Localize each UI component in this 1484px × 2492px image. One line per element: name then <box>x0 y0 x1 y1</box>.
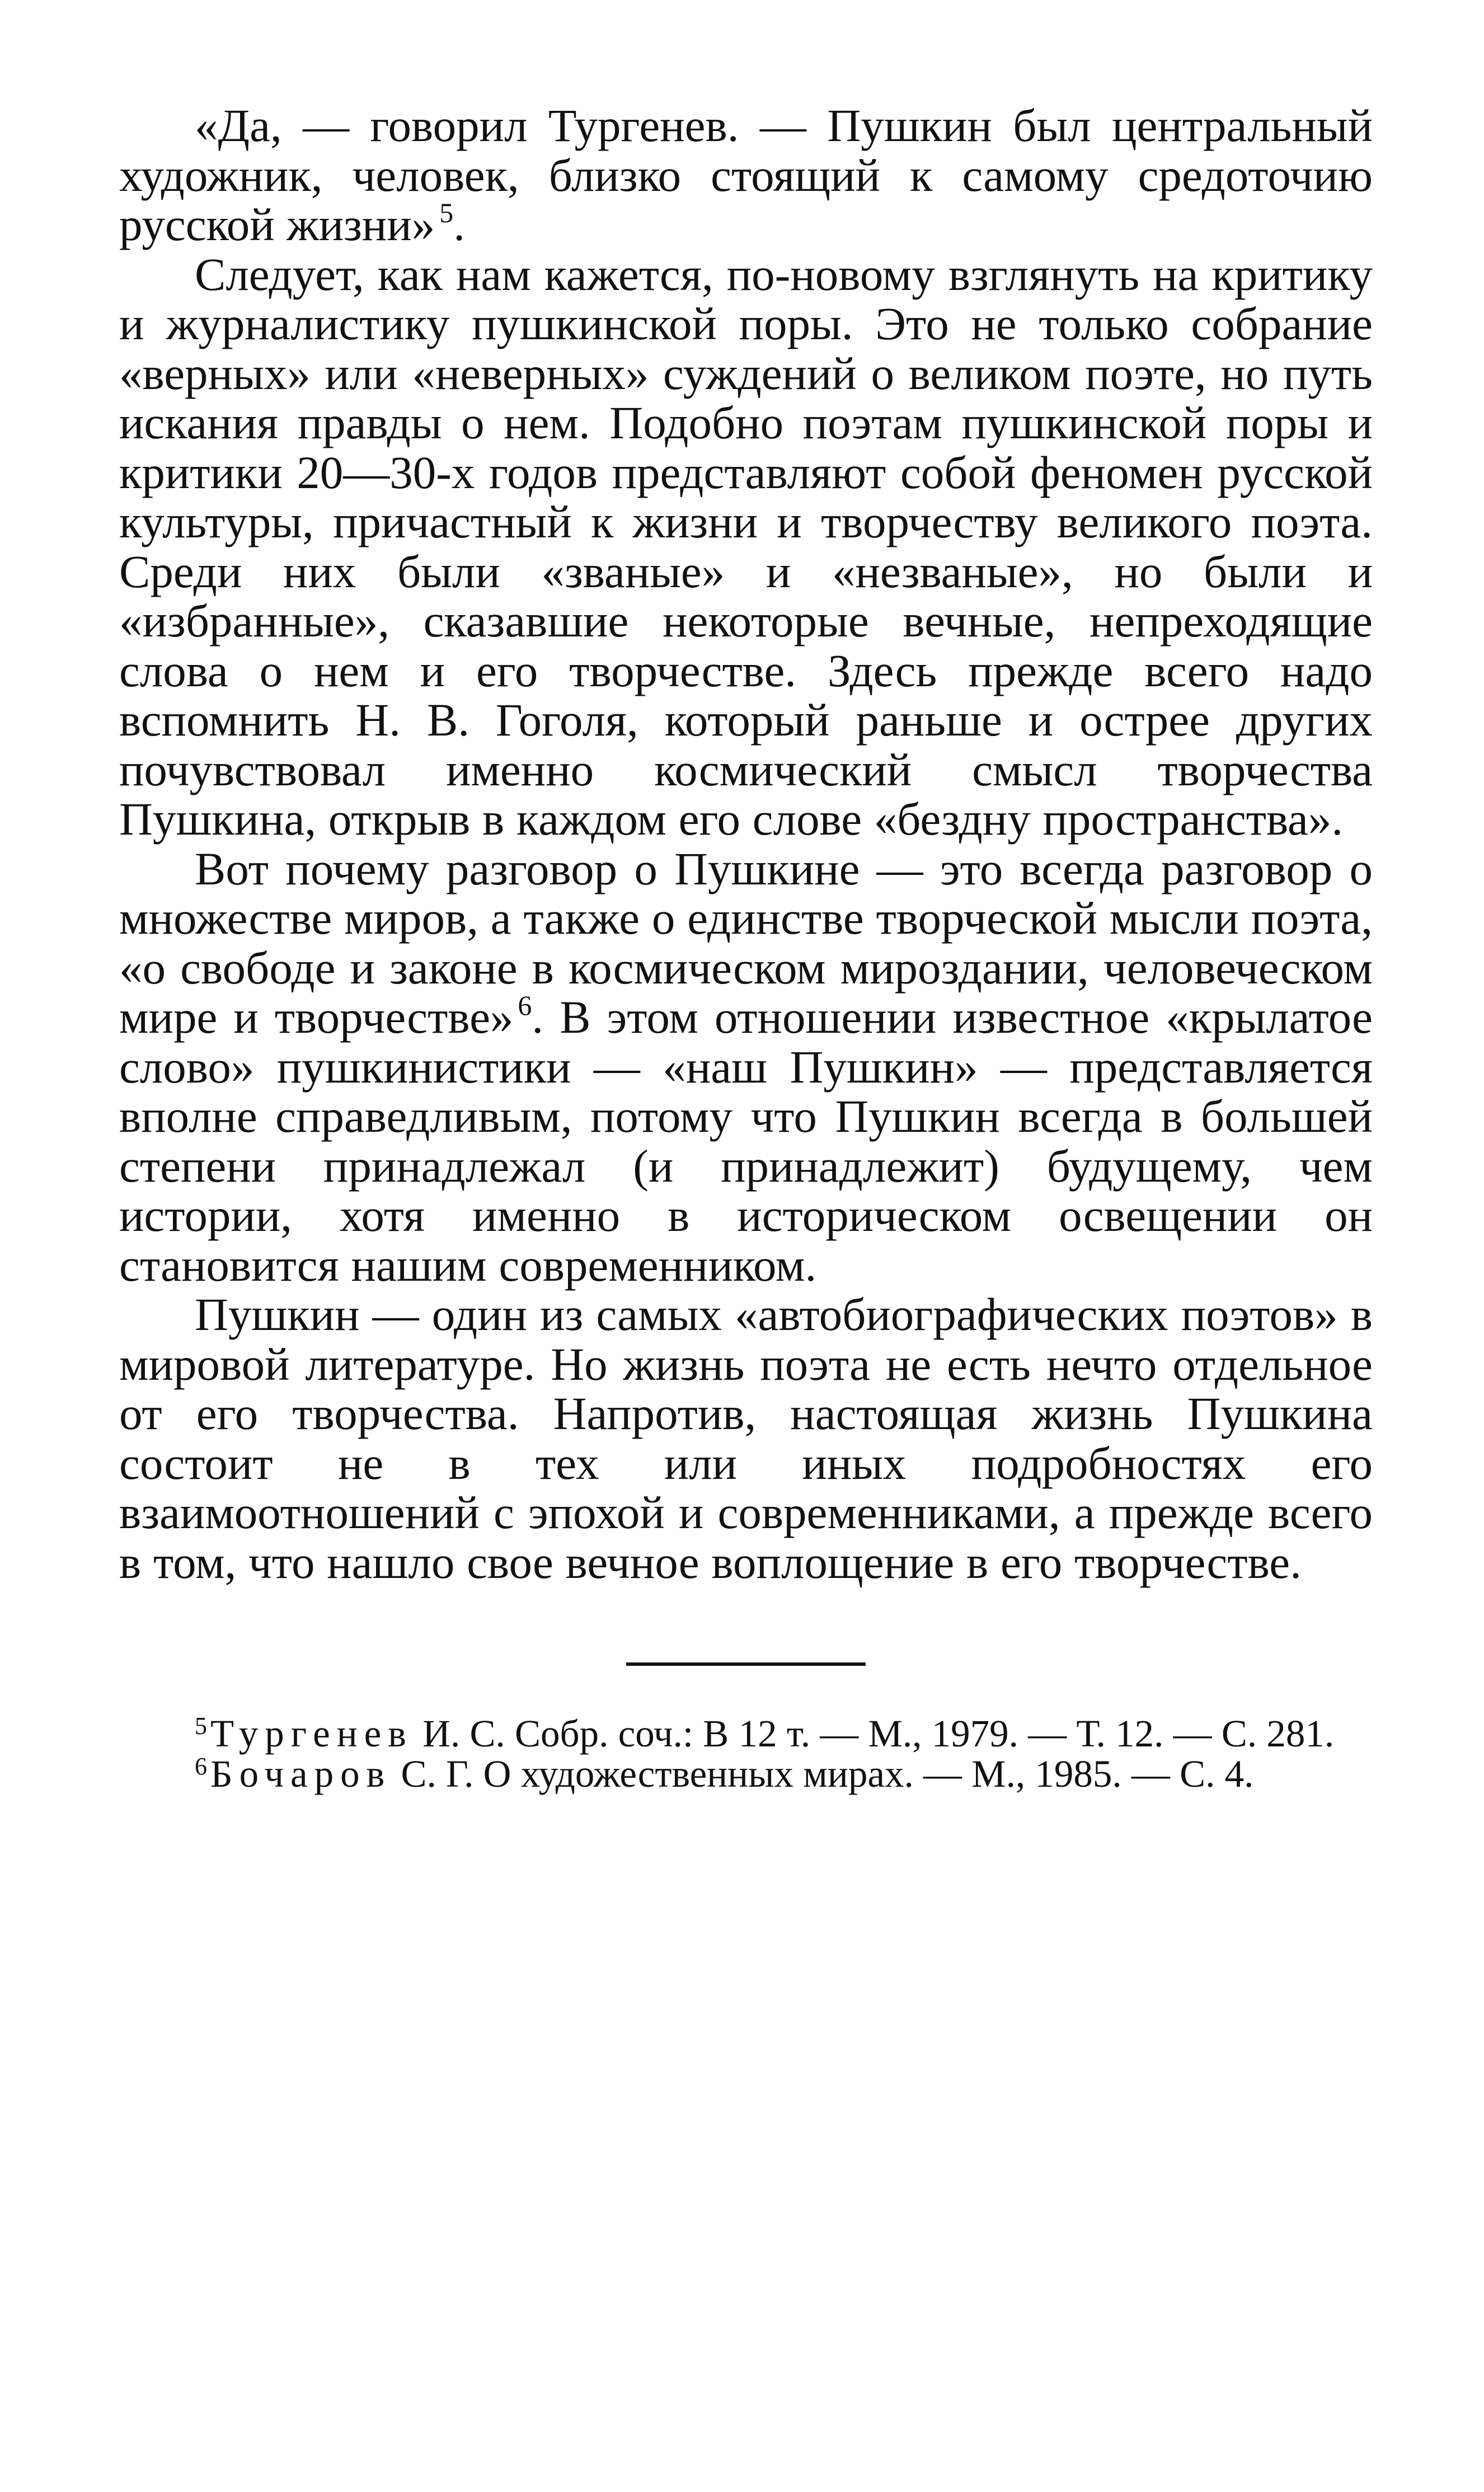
footnote-5-text: И. С. Собр. соч.: В 12 т. — М., 1979. — Т. 12. — С. 281. <box>422 1712 1335 1755</box>
footnote-6-author: Бочаров <box>210 1753 392 1795</box>
footnote-6-marker: 6 <box>195 1753 207 1780</box>
footnote-ref-6: 6 <box>518 990 532 1021</box>
paragraph-2-text: Следует, как нам кажется, по-новому взглянуть на критику и журналистику пушкинской поры. Это не только собрание «верных» или «неверных» суждений о великом поэте, но путь искания правды о нем. Подобно поэтам пушкинской поры и критики 20—30-х годов представляют собой феномен русской культуры, причастный к жизни и творчеству великого поэта. Среди них были «званые» и «незваные», но были и «избранные», сказавшие некоторые вечные, непреходящие слова о нем и его творчестве. Здесь прежде всего надо вспомнить Н. В. Гоголя, который раньше и острее других почувствовал именно космический смысл творчества Пушкина, открыв в каждом его слове «бездну пространства». <box>119 248 1373 845</box>
page <box>119 101 1373 1794</box>
paragraph-1-tail: . <box>453 199 465 250</box>
footnote-5-marker: 5 <box>195 1712 207 1740</box>
footnote-6 <box>119 1754 1373 1794</box>
paragraph-2 <box>119 250 1373 844</box>
paragraph-1-text: «Да, — говорил Тургенев. — Пушкин был центральный художник, человек, близко стоящий к самому средоточию русской жизни» <box>119 100 1373 250</box>
paragraph-1 <box>119 101 1373 250</box>
paragraph-4 <box>119 1290 1373 1587</box>
body-text <box>119 101 1373 1587</box>
footnote-ref-5: 5 <box>439 197 454 228</box>
footnote-5-author: Тургенев <box>210 1712 413 1755</box>
paragraph-3 <box>119 844 1373 1290</box>
footnote-6-text: С. Г. О художественных мирах. — М., 1985. — С. 4. <box>401 1753 1254 1795</box>
footnote-5 <box>119 1713 1373 1754</box>
footnotes <box>119 1713 1373 1794</box>
paragraph-3-text: Вот почему разговор о Пушкине — это всегда разговор о множестве миров, а также о единстве творческой мысли поэта, «о свободе и законе в космическом мироздании, человеческом мире и творчестве» <box>119 842 1373 1043</box>
paragraph-3-tail: . В этом отношении известное «крылатое слово» пушкинистики — «наш Пушкин» — представляется вполне справедливым, потому что Пушкин всегда в большей степени принадлежал (и принадлежит) будущему, чем истории, хотя именно в историческом освещении он становится нашим современником. <box>119 991 1373 1291</box>
footnote-divider <box>626 1662 866 1666</box>
paragraph-4-text: Пушкин — один из самых «автобиографических поэтов» в мировой литературе. Но жизнь поэта не есть нечто отдельное от его творчества. Напротив, настоящая жизнь Пушкина состоит не в тех или иных подробностях его взаимоотношений с эпохой и современниками, а прежде всего в том, что нашло свое вечное воплощение в его творчестве. <box>119 1289 1373 1588</box>
